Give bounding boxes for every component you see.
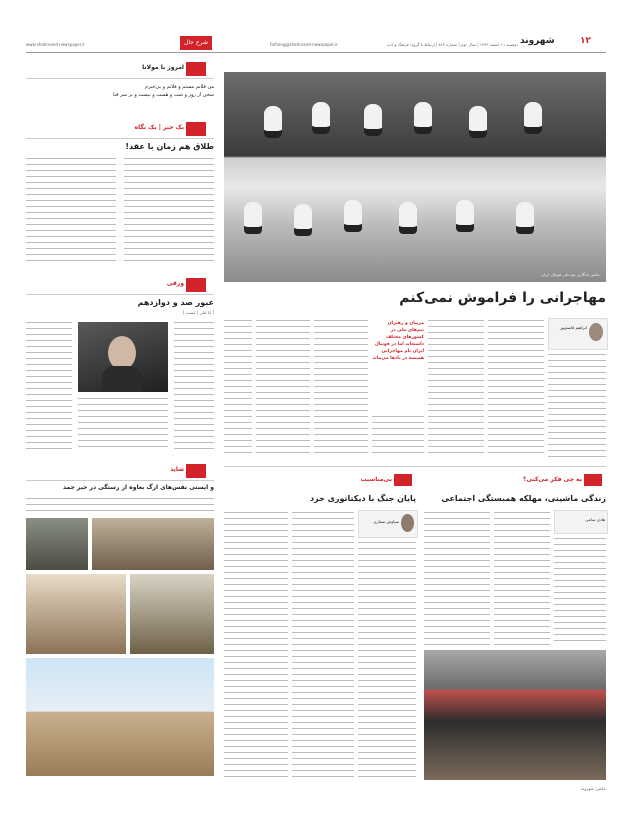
machine-life-title: زندگی ماشینی، مهلکه همبستگی اجتماعی (441, 494, 606, 503)
ruins-photo-2 (92, 518, 214, 570)
warqi-title: عبور صد و دوازدهم (137, 298, 214, 307)
pull-quote: مربیان و رهبران تیم‌های ملی در کشورهای مختلف داشته‌اند اما در فوتبال ایران نام مهاجرانی همیشه در یادها می‌ماند (372, 321, 424, 361)
mowlana-line-2: سخن از روز و شب و هست و نیست و بر سر فنا (113, 92, 214, 98)
brand-name: شهروند (520, 36, 555, 46)
news-look-title: طلاق هم زمان با عقد! (125, 142, 214, 151)
ruins-photo-5 (26, 658, 214, 776)
shayad-kicker: شاید (170, 466, 184, 473)
ruins-photo-4 (130, 574, 214, 654)
dictatorship-article (224, 472, 416, 782)
author-portrait (78, 322, 168, 392)
dictatorship-title: پایان جنگ با دیکتاتوری خرد (309, 494, 416, 503)
machine-life-article (424, 472, 606, 782)
book-icon (186, 62, 206, 76)
section-badge: شرح حال (180, 36, 212, 50)
page-number: ۱۲ (580, 36, 591, 46)
warqi-byline: [ انا لیلی | لیست ] (182, 310, 214, 315)
photo-credit: عکس: شهروند (581, 786, 606, 791)
ruins-photo-3 (26, 574, 126, 654)
photo-caption: عکس یادگاری تیم ملی فوتبال ایران (540, 272, 600, 277)
dictatorship-author: سیاوش صفاری (373, 519, 399, 524)
ruins-photo-1 (26, 518, 88, 570)
website-right[interactable]: farhang@shahrvand-newspaper.ir (270, 42, 338, 47)
question-icon (584, 474, 602, 486)
news-look-text-right (124, 156, 214, 264)
dictatorship-author-box (358, 510, 418, 538)
mowlana-line-1: من فلانم مستم و فلانم و بی‌خبرم (144, 84, 214, 90)
news-look-kicker: یک خبر | یک نگاه (134, 124, 184, 131)
warqi-box (26, 274, 214, 454)
news-look-box (26, 118, 214, 268)
machine-life-kicker: به چی فکر می‌کنی؟ (523, 476, 582, 483)
machine-life-author-box (554, 510, 608, 534)
calendar-icon (394, 474, 412, 486)
dictatorship-author-avatar (401, 514, 414, 532)
warqi-kicker: ورقی (166, 280, 184, 287)
camera-icon (186, 464, 206, 478)
author-name: ابراهیم قاسم‌پور (559, 325, 587, 330)
shayad-box (26, 460, 214, 778)
machine-life-author: هادی ساعی (585, 517, 605, 522)
pen-icon (186, 278, 206, 292)
shayad-title: و ایستی نفس‌های ارگ بغاوه از رستگی در حیر جمد (63, 484, 214, 491)
website-left[interactable]: www.shahrvand-newspaper.ir (26, 42, 85, 47)
dictatorship-kicker: بی‌مناسبت (360, 476, 392, 483)
mowlana-title: امروز با مولانا (142, 64, 184, 71)
date-line: دوشنبه ۱۱ اسفند ۱۳۹۳ | سال دوم | شماره ۵۱۴ | ارتباط با گروه: فرهنگ و ادب (386, 42, 518, 47)
main-title: مهاجرانی را فراموش نمی‌کنم (399, 290, 606, 306)
author-box (548, 318, 608, 350)
team-photo (224, 72, 606, 282)
mowlana-box (26, 58, 214, 118)
author-avatar (589, 323, 603, 341)
news-look-text-left (26, 156, 116, 264)
crowd-photo (424, 650, 606, 780)
eye-icon (186, 122, 206, 136)
